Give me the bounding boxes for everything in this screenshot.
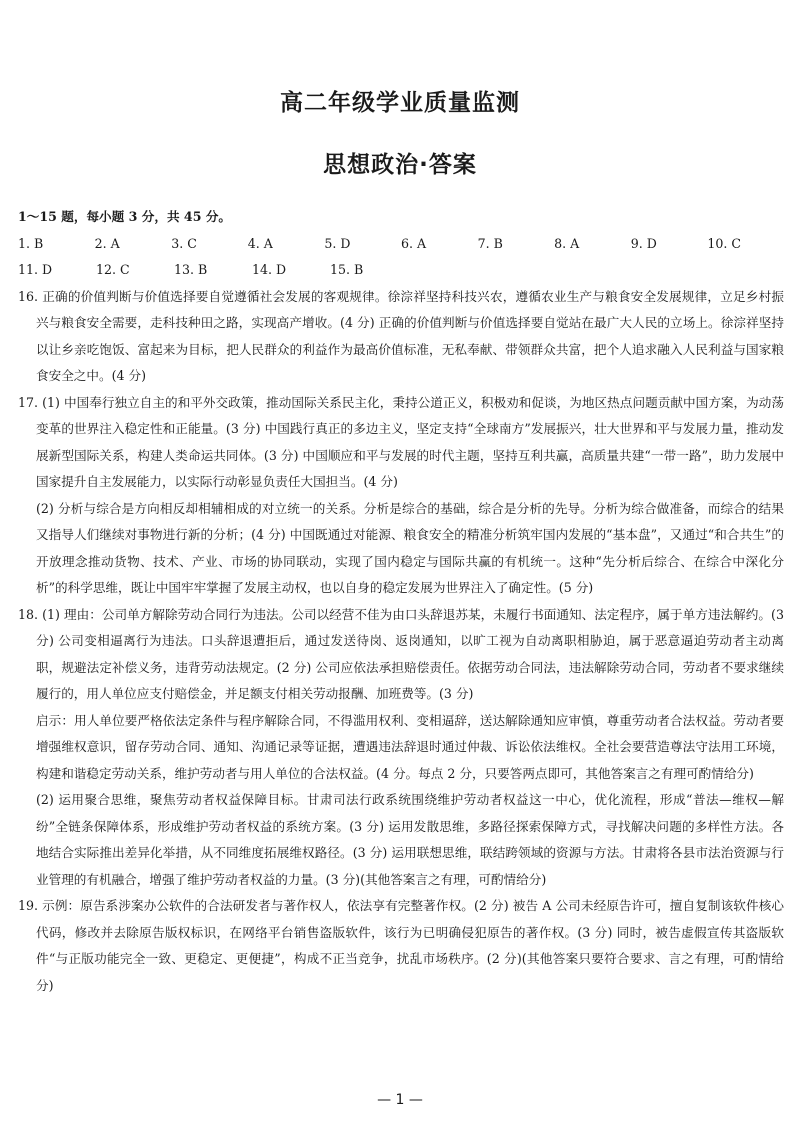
answer-body [18, 204, 784, 999]
mc-answer: 1. B [18, 235, 44, 251]
answer-q16: 16. 正确的价值判断与价值选择要自觉遵循社会发展的客观规律。徐淙祥坚持科技兴农，遵循农业生产与粮食安全发展规律，立足乡村振兴与粮食安全需要，走科技种田之路，实现高产增收。(4 分) 正确的价值判断与价值选择要自觉站在最广大人民的立场上。徐淙祥坚持以让乡亲吃饱饭、富起来为目标，把人民群众的利益作为最高价值标准，无私奉献、带领群众共富，把个人追求融入人民利益与国家粮食安全之中。(4 分) [18, 288, 784, 383]
answer-q18-part1: 18. (1) 理由：公司单方解除劳动合同行为违法。公司以经营不佳为由口头辞退苏某，未履行书面通知、法定程序，属于单方违法解约。(3 分) 公司变相逼离行为违法。口头辞退遭拒后，通过发送待岗、返岗通知，以旷工视为自动离职相胁迫，属于恶意逼迫劳动者主动离职，规避法定补偿义务，违背劳动法规定。(2 分) 公司应依法承担赔偿责任。依据劳动合同法，违法解除劳动合同，劳动者不要求继续履行的，用人单位应支付赔偿金，并足额支付相关劳动报酬、加班费等。(3 分) [18, 606, 784, 701]
page-subtitle: 思想政治·答案 [323, 152, 477, 178]
answer-q18-hint: 启示：用人单位要严格依法定条件与程序解除合同，不得滥用权利、变相逼辞，送达解除通知应审慎，尊重劳动者合法权益。劳动者要增强维权意识，留存劳动合同、通知、沟通记录等证据，遭遇违法辞退时通过仲裁、诉讼依法维权。全社会要营造尊法守法用工环境，构建和谐稳定劳动关系，维护劳动者与用人单位的合法权益。(4 分。每点 2 分，只要答两点即可，其他答案言之有理可酌情给分) [36, 712, 784, 781]
answer-q17-part2: (2) 分析与综合是方向相反却相辅相成的对立统一的关系。分析是综合的基础，综合是分析的先导。分析为综合做准备，而综合的结果又指导人们继续对事物进行新的分析；(4 分) 中国既通过对能源、粮食安全的精准分析筑牢国内发展的“基本盘”，又通过“和合共生”的开放理念推动货物、技术、产业、市场的协同联动，实现了国内稳定与国际共赢的有机统一。这种“先分析后综合、在综合中深化分析”的科学思维，既让中国牢牢掌握了发展主动权，也以自身的稳定发展为世界注入了确定性。(5 分) [36, 500, 784, 595]
mc-answer: 12. C [96, 262, 130, 277]
mc-answer: 3. C [171, 235, 197, 251]
mc-intro: 1～15 题，每小题 3 分，共 45 分。 [18, 209, 232, 224]
page-number: — 1 — [377, 1092, 423, 1108]
answer-q17-part1: 17. (1) 中国奉行独立自主的和平外交政策，推动国际关系民主化，秉持公道正义，积极劝和促谈，为地区热点问题贡献中国方案，为动荡变革的世界注入稳定性和正能量。(3 分) 中国践行真正的多边主义，坚定支持“全球南方”发展振兴，壮大世界和平与发展力量，推动发展新型国际关系，构建人类命运共同体。(3 分) 中国顺应和平与发展的时代主题，坚持互利共赢，高质量共建“一带一路”，助力发展中国家提升自主发展能力，以实际行动彰显负责任大国担当。(4 分) [18, 394, 784, 489]
mc-answer: 8. A [554, 235, 580, 251]
mc-answer: 7. B [477, 235, 503, 251]
mc-answer: 5. D [324, 235, 351, 251]
mc-answer: 11. D [18, 262, 53, 277]
page-title: 高二年级学业质量监测 [280, 90, 520, 116]
mc-row-1 [18, 231, 784, 258]
mc-answer: 6. A [400, 235, 427, 251]
mc-answer: 14. D [252, 262, 287, 277]
mc-answer: 13. B [174, 262, 208, 277]
mc-row-2 [18, 257, 784, 284]
answer-q18-part2: (2) 运用聚合思维，聚焦劳动者权益保障目标。甘肃司法行政系统围绕维护劳动者权益这一中心，优化流程，形成“普法—维权—解纷”全链条保障体系，形成维护劳动者权益的系统方案。(3 分) 运用发散思维，多路径探索保障方式，寻找解决问题的多样性方法。各地结合实际推出差异化举措，从不同维度拓展维权路径。(3 分) 运用联想思维，联结跨领域的资源与方法。甘肃将各县市法治资源与行业管理的有机融合，增强了维护劳动者权益的力量。(3 分)(其他答案言之有理，可酌情给分) [36, 792, 784, 887]
mc-answer: 2. A [94, 235, 120, 251]
mc-answer: 15. B [330, 262, 364, 277]
mc-answer: 10. C [707, 235, 742, 251]
mc-answer: 4. A [247, 235, 273, 251]
mc-answer: 9. D [630, 235, 657, 251]
answer-q19: 19. 示例：原告系涉案办公软件的合法研发者与著作权人，依法享有完整著作权。(2 分) 被告 A 公司未经原告许可，擅自复制该软件核心代码，修改并去除原告版权标识，在网络平台销售盗版软件，该行为已明确侵犯原告的著作权。(3 分) 同时，被告虚假宣传其盗版软件“与正版功能完全一致、更稳定、更便捷”，构成不正当竞争，扰乱市场秩序。(2 分)(其他答案只要符合要求、言之有理，可酌情给分) [18, 898, 784, 993]
